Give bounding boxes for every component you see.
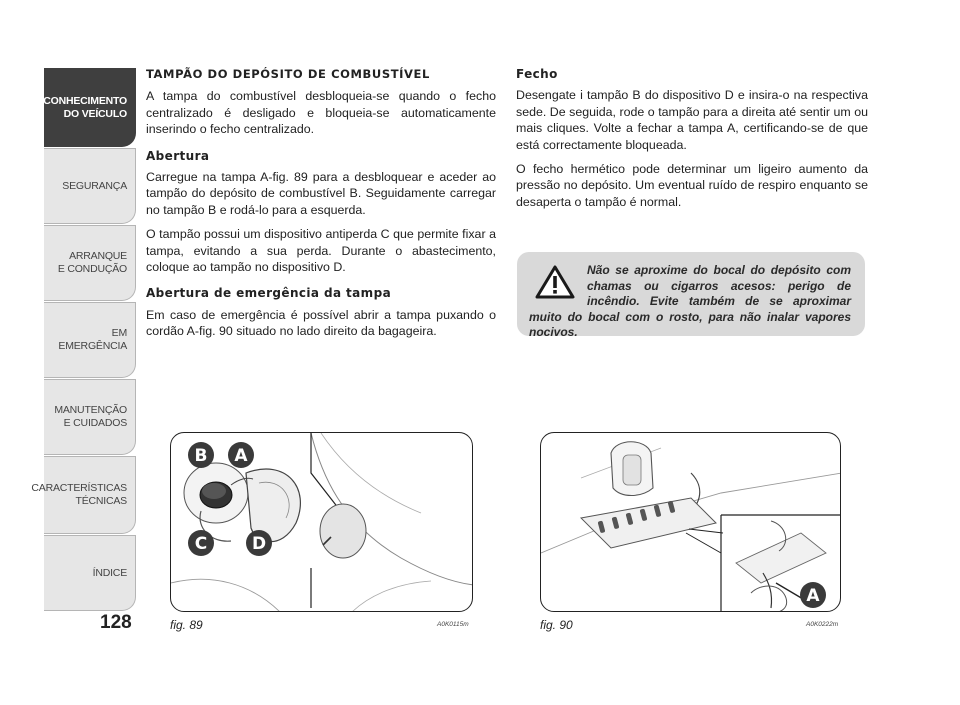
warning-triangle-icon — [535, 265, 575, 299]
figure-89 — [170, 432, 473, 612]
right-column — [516, 66, 868, 218]
marker-d-label: D — [251, 534, 267, 554]
tab-em-emergencia[interactable]: EM EMERGÊNCIA — [44, 302, 136, 378]
tab-arranque-e-conducao[interactable]: ARRANQUE E CONDUÇÃO — [44, 225, 136, 301]
fig90-caption: fig. 90 — [540, 618, 573, 632]
warning-box — [517, 252, 865, 339]
warning-text: Não se aproxime do bocal do depósito com chamas ou cigarros acesos: perigo de incêndio. Evite também de se aproximar muito do bocal com o rosto, para não inalar vapores nocivos. — [529, 263, 851, 339]
fuel-cap-illustration — [171, 433, 473, 612]
section-title: TAMPÃO DO DEPÓSITO DE COMBUSTÍVEL — [146, 67, 430, 81]
figure-90 — [540, 432, 841, 612]
trunk-release-illustration — [541, 433, 841, 612]
fig90-code: A0K0222m — [806, 621, 839, 628]
marker-b-label: B — [194, 446, 208, 466]
left-column — [146, 66, 496, 348]
opening-heading: Abertura — [146, 148, 210, 163]
marker-a-label: A — [234, 446, 248, 466]
tab-manutencao-e-cuidados[interactable]: MANUTENÇÃO E CUIDADOS — [44, 379, 136, 455]
marker-c-label: C — [194, 534, 208, 554]
tab-conhecimento-do-veiculo[interactable]: CONHECIMENTO DO VEÍCULO — [44, 68, 136, 147]
page-number: 128 — [100, 612, 132, 633]
opening-paragraph-1: Carregue na tampa A-fig. 89 para a desbloquear e aceder ao tampão do depósito de combustível B. Seguidamente carregar no tampão B e rodá-lo para a esquerda. — [146, 170, 496, 217]
tab-caracteristicas-tecnicas[interactable]: CARACTERÍSTICAS TÉCNICAS — [44, 456, 136, 534]
tab-indice[interactable]: ÍNDICE — [44, 535, 136, 611]
marker-a-label: A — [806, 586, 820, 606]
closing-heading: Fecho — [516, 67, 558, 81]
emergency-heading: Abertura de emergência da tampa — [146, 286, 392, 301]
opening-paragraph-2: O tampão possui um dispositivo antiperda C que permite fixar a tampa, evitando a sua perda. Durante o abastecimento, coloque ao tampão no dispositivo D. — [146, 227, 496, 275]
closing-paragraph-1: Desengate i tampão B do dispositivo D e insira-o na respectiva sede. De seguida, rode o tampão para a direita até sentir um ou mais cliques. Volte a fechar a tampa A, certificando-se de que está correctamente bloqueada. — [516, 88, 868, 152]
fig89-code: A0K0115m — [437, 621, 469, 628]
closing-paragraph-2: O fecho hermético pode determinar um ligeiro aumento da pressão no depósito. Um eventual ruído de respiro enquanto se desaperta o tampão é normal. — [516, 162, 868, 209]
fig89-caption: fig. 89 — [170, 618, 203, 632]
tab-seguranca[interactable]: SEGURANÇA — [44, 148, 136, 224]
intro-paragraph: A tampa do combustível desbloqueia-se quando o fecho centralizado é desligado e bloqueia-se automaticamente inserindo o fecho centralizado. — [146, 89, 496, 137]
emergency-paragraph: Em caso de emergência é possível abrir a tampa puxando o cordão A-fig. 90 situado no lado direito da bagageira. — [146, 307, 496, 339]
